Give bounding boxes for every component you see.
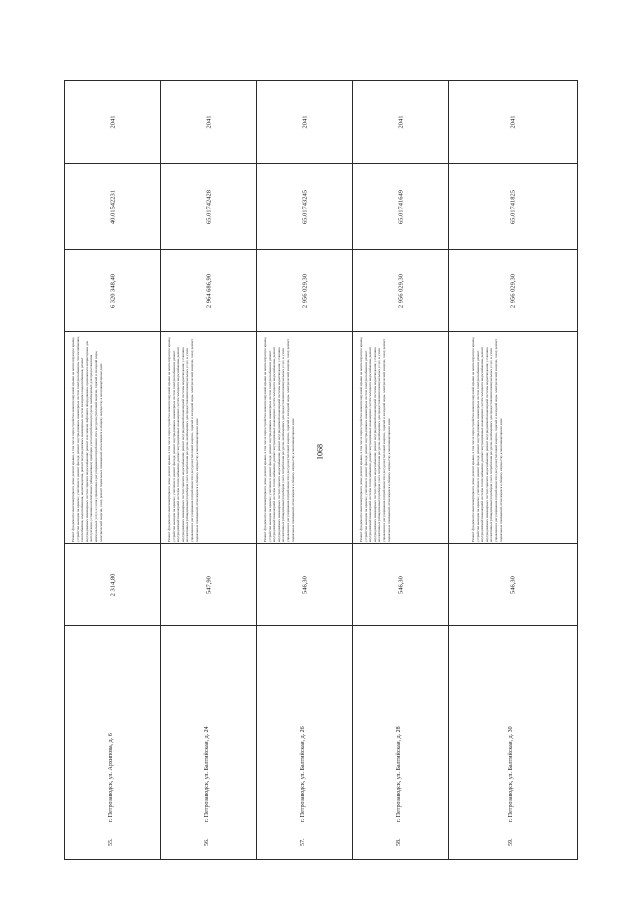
area-text: 546,30: [509, 575, 517, 594]
description-cell: [65, 331, 160, 543]
renovation-table: [64, 80, 578, 860]
year-cell: [257, 81, 352, 163]
row-number: 59.: [508, 838, 514, 846]
area-cell: [353, 543, 448, 625]
year-cell: [65, 81, 160, 163]
description-cell: [353, 331, 448, 543]
description-text: Ремонт фундамента многоквартирного дома; ремонт крыши, в том числе переустройство невентилируемой крыши на вентилируемую крышу, устройство выходов на кровлю; утепление и ремонт фасада; ремонт внутридомовых инженерных систем электроснабжения, ремонт внутридомовой инженерной системы теплоснабжения, ремонт внутридомовых инженерных систем холодного водоснабжения, ремонт внутридомовых инженерных систем горячего водоснабжения; ремонт внутридомовой инженерной системы водоотведения; установка коллективных (общедомовых) приборов учета потребления ресурсов, необходимых для предоставления коммунальных услуг, и узлов управления и регулирования потребления этих ресурсов (тепловой энергии, горячей и холодной воды, электрической энергии, газа); ремонт подвальных помещений, относящихся к общему имуществу в многоквартирном доме: [262, 336, 295, 542]
address-cell: [65, 625, 160, 859]
year-text: 2041: [109, 115, 116, 129]
address-text: г. Петрозаводск, ул. Балтийская, д. 28: [395, 725, 402, 822]
area-text: 2 314,80: [109, 573, 116, 596]
code-cell: [353, 163, 448, 249]
area-text: 546,30: [397, 575, 404, 594]
address-text: г. Петрозаводск, ул. Архипова, д. 6: [107, 732, 114, 822]
row-number: 57.: [299, 838, 306, 846]
description-cell: [449, 331, 577, 543]
code-cell: [257, 163, 352, 249]
year-text: 2041: [301, 115, 308, 129]
cost-text: 2 956 029,30: [509, 273, 517, 308]
cost-text: 2 956 029,30: [301, 273, 308, 308]
description-text: Ремонт фундамента многоквартирного дома; ремонт крыши, в том числе переустройство невентилируемой крыши на вентилируемую крышу, устройство выходов на кровлю; утепление и ремонт фасада; ремонт внутридомовых инженерных систем электроснабжения, теплоснабжения, газоснабжения, водоснабжения, водоотведения, ремонт внутридомовых инженерных систем холодного водоснабжения, ремонт внутридомовых инженерных систем горячего водоснабжения; ремонт или замена лифтового оборудования, признанного непригодным для эксплуатации, установка коллективных (общедомовых) приборов учета потребления ресурсов, необходимых для предоставления коммунальных услуг, и узлов управления и регулирования потребления этих ресурсов (тепловой энергии, горячей и холодной воды, электрической энергии, газа); ремонт подвальных помещений, относящихся к общему имуществу в многоквартирном доме: [70, 335, 103, 542]
area-text: 546,30: [301, 575, 308, 594]
description-text: Ремонт фундамента многоквартирного дома; ремонт крыши, в том числе переустройство невентилируемой крыши на вентилируемую крышу, устройство выходов на кровлю; утепление и ремонт фасада; ремонт внутридомовых инженерных систем электроснабжения, ремонт внутридомовой инженерной системы теплоснабжения, ремонт внутридомовых инженерных систем холодного водоснабжения, ремонт внутридомовых инженерных систем горячего водоснабжения; ремонт внутридомовой инженерной системы водоотведения; установка коллективных (общедомовых) приборов учета потребления ресурсов, необходимых для предоставления коммунальных услуг, и узлов управления и регулирования потребления этих ресурсов (тепловой энергии, горячей и холодной воды, электрической энергии, газа); ремонт подвальных помещений, относящихся к общему имуществу в многоквартирном доме: [471, 336, 503, 542]
cost-cell: [449, 249, 577, 331]
code-text: 65.01741825: [509, 189, 517, 224]
page-number-text: 1068: [315, 444, 325, 460]
cost-cell: [65, 249, 160, 331]
table-row: [353, 81, 449, 859]
year-cell: [449, 81, 577, 163]
row-number: 55.: [107, 838, 114, 846]
description-cell: [161, 331, 256, 543]
code-text: 40.01542231: [109, 189, 116, 224]
year-text: 2041: [509, 115, 517, 129]
address-cell: [161, 625, 256, 859]
year-cell: [353, 81, 448, 163]
table-row: [257, 81, 353, 859]
code-text: 65.01741649: [397, 189, 404, 224]
year-cell: [161, 81, 256, 163]
address-cell: [449, 625, 577, 859]
row-number: 56.: [203, 838, 210, 846]
code-text: 65.01742428: [205, 189, 212, 224]
address-text: г. Петрозаводск, ул. Балтийская, д. 30: [508, 725, 514, 822]
row-number: 58.: [395, 838, 402, 846]
cost-cell: [353, 249, 448, 331]
cost-cell: [161, 249, 256, 331]
code-cell: [65, 163, 160, 249]
table-row: [449, 81, 577, 859]
address-text: г. Петрозаводск, ул. Балтийская, д. 26: [299, 725, 306, 822]
description-text: Ремонт фундамента многоквартирного дома; ремонт крыши, в том числе переустройство невентилируемой крыши на вентилируемую крышу, устройство выходов на кровлю; утепление и ремонт фасада; ремонт внутридомовых инженерных систем электроснабжения, ремонт внутридомовой инженерной системы теплоснабжения, ремонт внутридомовых инженерных систем холодного водоснабжения, ремонт внутридомовых инженерных систем горячего водоснабжения; ремонт внутридомовой инженерной системы водоотведения; установка коллективных (общедомовых) приборов учета потребления ресурсов, необходимых для предоставления коммунальных услуг, и узлов управления и регулирования потребления этих ресурсов (тепловой энергии, горячей и холодной воды, электрической энергии, газа); ремонт подвальных помещений, относящихся к общему имуществу в многоквартирном доме: [166, 336, 199, 542]
cost-text: 2 964 686,90: [205, 273, 212, 308]
cost-cell: [257, 249, 352, 331]
table-row: [161, 81, 257, 859]
area-cell: [161, 543, 256, 625]
address-cell: [257, 625, 352, 859]
code-text: 65.01743245: [301, 189, 308, 224]
table-row: [65, 81, 161, 859]
description-text: Ремонт фундамента многоквартирного дома; ремонт крыши, в том числе переустройство невентилируемой крыши на вентилируемую крышу, устройство выходов на кровлю; утепление и ремонт фасада; ремонт внутридомовых инженерных систем электроснабжения, ремонт внутридомовой инженерной системы теплоснабжения, ремонт внутридомовых инженерных систем холодного водоснабжения, ремонт внутридомовых инженерных систем горячего водоснабжения; ремонт внутридомовой инженерной системы водоотведения; установка коллективных (общедомовых) приборов учета потребления ресурсов, необходимых для предоставления коммунальных услуг, и узлов управления и регулирования потребления этих ресурсов (тепловой энергии, горячей и холодной воды, электрической энергии, газа); ремонт подвальных помещений, относящихся к общему имуществу в многоквартирном доме: [358, 336, 391, 542]
area-cell: [257, 543, 352, 625]
area-cell: [65, 543, 160, 625]
year-text: 2041: [205, 115, 212, 129]
address-text: г. Петрозаводск, ул. Балтийская, д. 24: [203, 725, 210, 822]
area-text: 547,90: [205, 575, 212, 594]
address-cell: [353, 625, 448, 859]
area-cell: [449, 543, 577, 625]
year-text: 2041: [397, 115, 404, 129]
code-cell: [161, 163, 256, 249]
code-cell: [449, 163, 577, 249]
cost-text: 2 956 029,30: [397, 273, 404, 308]
description-cell: [257, 331, 352, 543]
cost-text: 6 320 348,40: [109, 273, 116, 308]
